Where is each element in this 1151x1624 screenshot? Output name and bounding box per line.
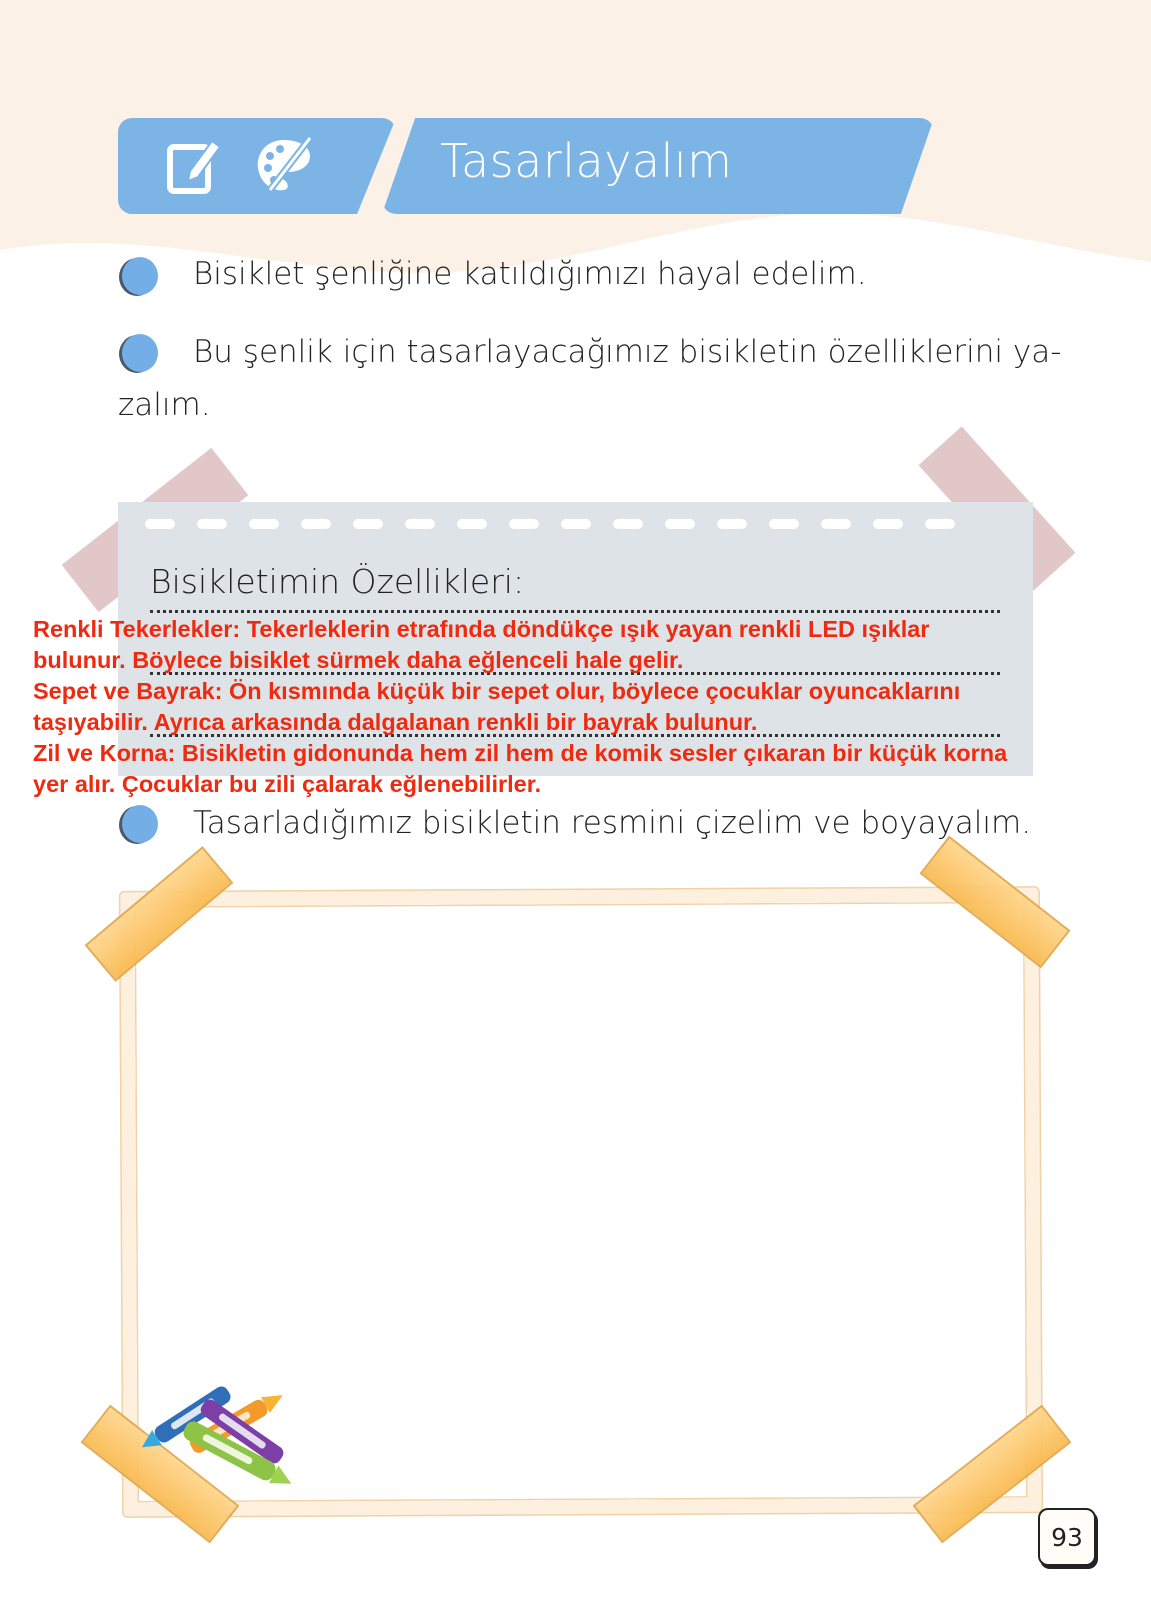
task-1-text: Bisiklet şenliğine katıldığımızı hayal edelim. (193, 256, 867, 292)
answer-line: Sepet ve Bayrak: Ön kısmında küçük bir sepet olur, böylece çocuklar oyuncaklarını (33, 678, 961, 704)
bullet-icon (122, 334, 158, 372)
task-2-continuation: zalım. (118, 387, 211, 423)
bullet-icon (122, 257, 158, 295)
edit-icon (166, 135, 222, 195)
answer-line: Zil ve Korna: Bisikletin gidonunda hem zil hem de komik sesler çıkaran bir küçük korna (33, 740, 1008, 766)
page-title: Tasarlayalım (440, 134, 733, 188)
palette-icon (254, 134, 314, 196)
answer-line: Renkli Tekerlekler: Tekerleklerin etrafında döndükçe ışık yayan renkli LED ışıklar (33, 616, 930, 642)
page-number-badge: 93 (1038, 1508, 1096, 1566)
answer-line: taşıyabilir. Ayrıca arkasında dalgalanan renkli bir bayrak bulunur. (33, 709, 758, 735)
crayons-icon (140, 1375, 310, 1490)
task-3-text: Tasarladığımız bisikletin resmini çizelim ve boyayalım. (193, 805, 1032, 841)
task-2-text: Bu şenlik için tasarlayacağımız bisikletin özelliklerini ya- (193, 334, 1062, 370)
features-title: Bisikletimin Özellikleri: (150, 562, 525, 601)
answer-line: yer alır. Çocuklar bu zili çalarak eğlenebilirler. (33, 771, 542, 797)
answer-line: bulunur. Böylece bisiklet sürmek daha eğlenceli hale gelir. (33, 647, 684, 673)
dashed-divider (145, 519, 955, 529)
bullet-icon (122, 805, 158, 843)
